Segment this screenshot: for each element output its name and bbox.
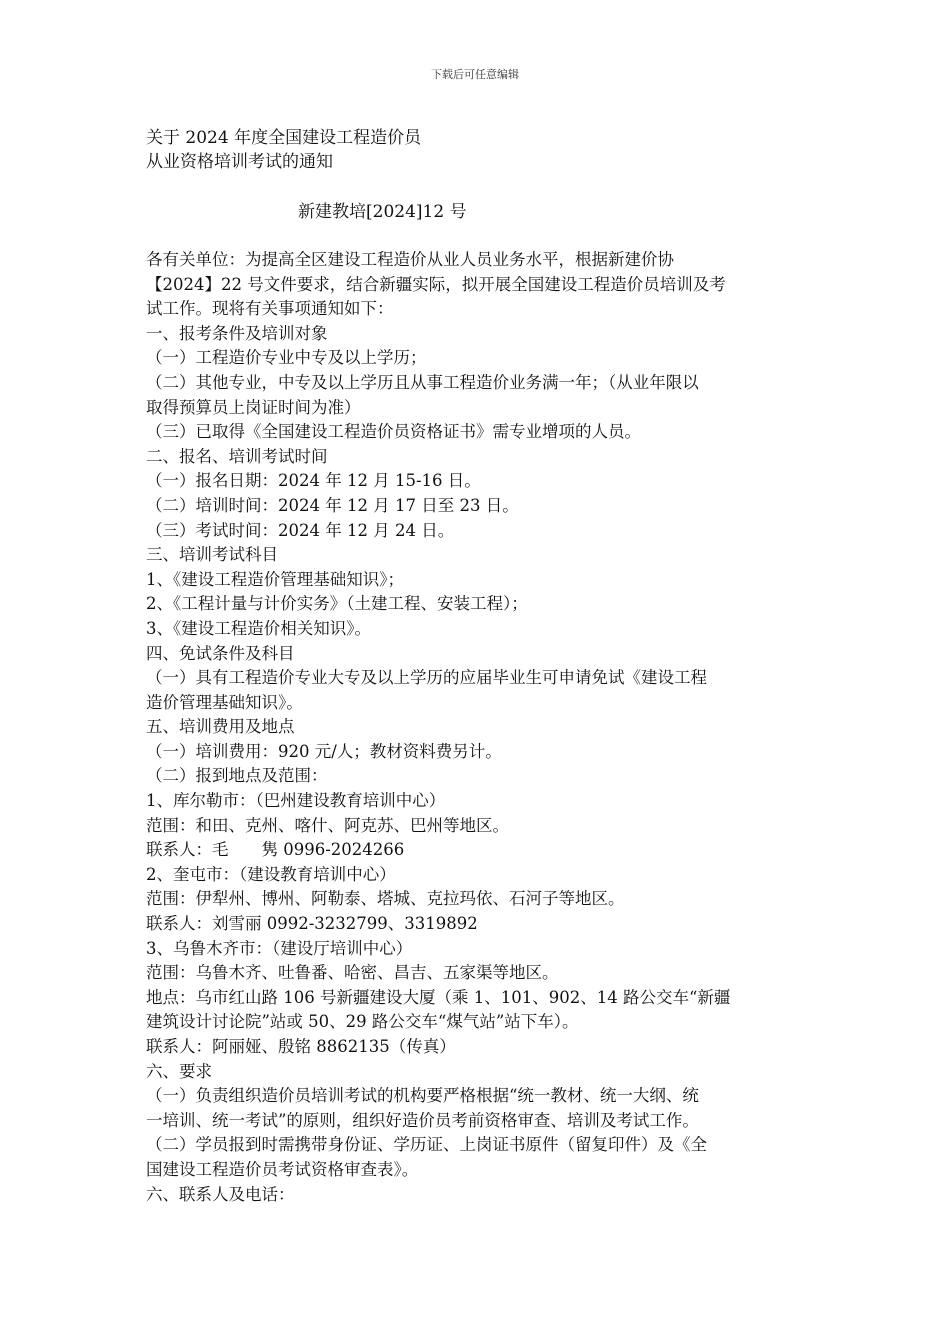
- body-line: 四、免试条件及科目: [146, 643, 295, 663]
- body-line: 试工作。现将有关事项通知如下：: [146, 299, 394, 319]
- body-line: 建筑设计讨论院”站或 50、29 路公交车“煤气站”站下车）。: [146, 1012, 579, 1032]
- body-line: （一）培训费用：920 元/人；教材资料费另计。: [146, 741, 502, 761]
- body-line: 1、库尔勒市：（巴州建设教育培训中心）: [146, 791, 446, 811]
- body-line: （二）学员报到时需携带身份证、学历证、上岗证书原件（留复印件）及《全: [146, 1135, 707, 1155]
- body-line: （二）报到地点及范围：: [146, 766, 328, 786]
- body-line: 联系人：毛 隽 0996-2024266: [146, 840, 405, 860]
- body-line: 联系人：阿丽娅、殷铭 8862135（传真）: [146, 1037, 456, 1056]
- body-line: 六、联系人及电话：: [146, 1184, 295, 1204]
- body-line: （三）考试时间：2024 年 12 月 24 日。: [146, 520, 455, 540]
- body-line: 五、培训费用及地点: [146, 717, 295, 737]
- body-line: 范围：伊犁州、博州、阿勒泰、塔城、克拉玛依、石河子等地区。: [146, 889, 625, 909]
- body-line: 3、《建设工程造价相关知识》。: [146, 618, 371, 638]
- header-note: 下载后可任意编辑: [431, 68, 519, 81]
- document-number: 新建教培[2024]12 号: [298, 202, 467, 222]
- body-line: 各有关单位：为提高全区建设工程造价从业人员业务水平，根据新建价协: [146, 250, 674, 269]
- body-line: 取得预算员上岗证时间为准）: [146, 397, 361, 417]
- notice-title: [146, 126, 421, 174]
- body-line: （二）其他专业，中专及以上学历且从事工程造价业务满一年；（从业年限以: [146, 372, 699, 392]
- title-line: 关于 2024 年度全国建设工程造价员: [146, 128, 422, 148]
- notice-body: [146, 248, 816, 1207]
- body-line: （二）培训时间：2024 年 12 月 17 日至 23 日。: [146, 495, 519, 515]
- body-line: 范围：乌鲁木齐、吐鲁番、哈密、昌吉、五家渠等地区。: [146, 963, 559, 983]
- body-line: 六、要求: [146, 1061, 212, 1081]
- body-line: 一、报考条件及培训对象: [146, 323, 328, 343]
- body-line: 2、《工程计量与计价实务》（土建工程、安装工程）；: [146, 594, 528, 614]
- body-line: （一）报名日期：2024 年 12 月 15-16 日。: [146, 471, 481, 491]
- body-line: 1、《建设工程造价管理基础知识》；: [146, 569, 404, 589]
- body-line: 【2024】22 号文件要求，结合新疆实际，拟开展全国建设工程造价员培训及考: [146, 274, 726, 294]
- body-line: （一）具有工程造价专业大专及以上学历的应届毕业生可申请免试《建设工程: [146, 668, 707, 688]
- body-line: 二、报名、培训考试时间: [146, 446, 328, 466]
- body-line: 一培训、统一考试”的原则，组织好造价员考前资格审查、培训及考试工作。: [146, 1110, 699, 1130]
- body-line: 三、培训考试科目: [146, 545, 278, 565]
- body-line: 国建设工程造价员考试资格审查表》。: [146, 1159, 419, 1179]
- body-line: （一）工程造价专业中专及以上学历；: [146, 348, 427, 368]
- body-line: （三）已取得《全国建设工程造价员资格证书》需专业增项的人员。: [146, 422, 641, 442]
- body-line: 3、乌鲁木齐市：（建设厅培训中心）: [146, 938, 413, 958]
- body-line: 联系人：刘雪丽 0992-3232799、3319892: [146, 914, 478, 934]
- body-line: 2、奎屯市：（建设教育培训中心）: [146, 864, 396, 884]
- body-line: 地点：乌市红山路 106 号新疆建设大厦（乘 1、101、902、14 路公交车“新疆: [146, 987, 731, 1007]
- body-line: 范围：和田、克州、喀什、阿克苏、巴州等地区。: [146, 815, 509, 835]
- body-line: （一）负责组织造价员培训考试的机构要严格根据“统一教材、统一大纲、统: [146, 1086, 699, 1106]
- body-line: 造价管理基础知识》。: [146, 692, 303, 712]
- title-line: 从业资格培训考试的通知: [146, 152, 333, 172]
